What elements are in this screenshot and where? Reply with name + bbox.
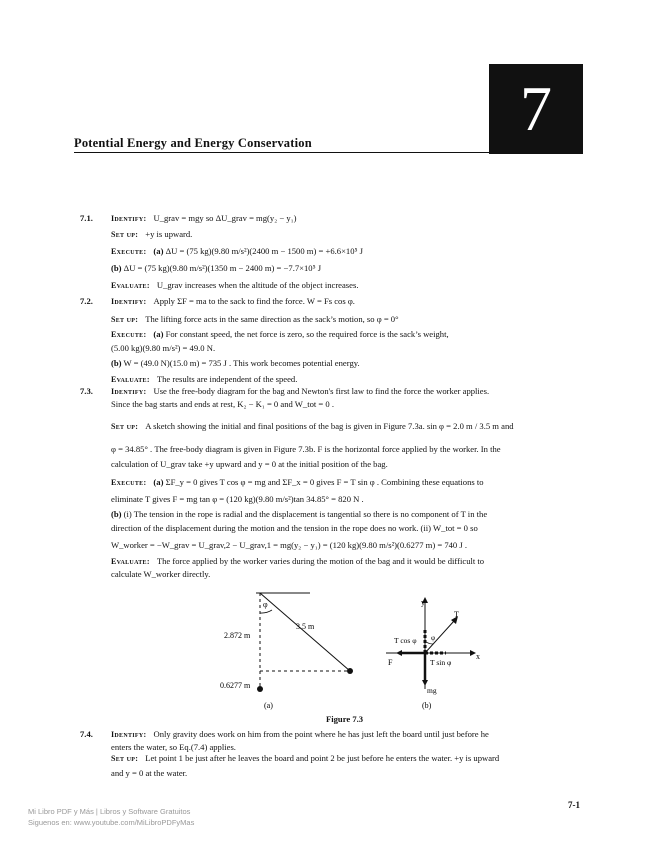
text-line — [111, 729, 489, 739]
problem-number: 7.2. — [80, 296, 93, 306]
step-label: Execute: — [111, 247, 147, 256]
fig-b-f: F — [388, 658, 393, 667]
line-text: For constant speed, the net force is zero, so the required force is the sack’s weight, — [163, 329, 449, 339]
text-line — [111, 742, 236, 752]
line-text: Use the free-body diagram for the bag and Newton's first law to find the force the worker applies. — [153, 386, 490, 396]
figure-7-3 — [210, 585, 500, 713]
text-line — [111, 386, 489, 396]
step-label: Execute: — [111, 330, 147, 339]
step-label: Identify: — [111, 214, 147, 223]
line-text: ΔU = (75 kg)(9.80 m/s²)(1350 m − 2400 m) = −7.7×10⁵ J — [121, 263, 322, 273]
problem-number: 7.4. — [80, 729, 93, 739]
step-label: Set up: — [111, 230, 139, 239]
text-line — [111, 523, 478, 533]
line-text: enters the water, so Eq.(7.4) applies. — [111, 742, 236, 752]
fig-a-drop: 0.6277 m — [220, 681, 251, 690]
line-text: A sketch showing the initial and final positions of the bag is given in Figure 7.3a. sin φ = 2.0 m / 3.5 m and — [145, 421, 514, 431]
line-text: W_worker = −W_grav = U_grav,2 − U_grav,1 = mg(y₂ − y₁) = (120 kg)(9.80 m/s²)(0.6277 m) = 740 J . — [111, 540, 468, 550]
line-text: Only gravity does work on him from the point where he has just left the board until just before he — [153, 729, 489, 739]
text-line — [111, 213, 297, 223]
fig-b-sub: (b) — [422, 701, 432, 710]
line-text: ΣF_y = 0 gives T cos φ = mg and ΣF_x = 0 gives F = T sin φ . Combining these equations to — [163, 477, 484, 487]
text-line — [111, 229, 192, 239]
line-text: direction of the displacement during the motion and the tension in the rope does no work. (ii) W_tot = 0 so — [111, 523, 478, 533]
line-text: Apply ΣF = ma to the sack to find the force. W = Fs cos φ. — [153, 296, 355, 306]
text-line — [111, 556, 484, 566]
text-line — [111, 329, 449, 339]
fig-b-mg: mg — [427, 686, 437, 695]
step-label: Set up: — [111, 315, 139, 324]
line-text: calculate W_worker directly. — [111, 569, 211, 579]
part-label: (b) — [111, 358, 122, 368]
text-line — [111, 569, 210, 579]
fig-a-sub: (a) — [264, 701, 273, 710]
line-text: eliminate T gives F = mg tan φ = (120 kg)(9.80 m/s²)tan 34.85° = 820 N . — [111, 494, 364, 504]
line-text: The lifting force acts in the same direction as the sack’s motion, so φ = 0° — [145, 314, 399, 324]
problem-number: 7.3. — [80, 386, 93, 396]
text-line — [111, 459, 388, 469]
text-line — [111, 768, 187, 778]
figure-caption: Figure 7.3 — [326, 714, 364, 724]
chapter-title: Potential Energy and Energy Conservation — [74, 136, 312, 150]
step-label: Evaluate: — [111, 281, 150, 290]
line-text: W = (49.0 N)(15.0 m) = 735 J . This work becomes potential energy. — [121, 358, 360, 368]
step-label: Identify: — [111, 297, 147, 306]
step-label: Identify: — [111, 387, 147, 396]
footer-line-2: Siguenos en: www.youtube.com/MiLibroPDFyMas — [28, 818, 195, 827]
fig-b-tsin: T sin φ — [430, 658, 452, 667]
problem-number: 7.1. — [80, 213, 93, 223]
text-line — [111, 296, 355, 306]
page-number: 7-1 — [568, 800, 580, 810]
text-line — [111, 280, 358, 290]
line-text: (i) The tension in the rope is radial and the displacement is tangential so there is no component of T in the — [121, 509, 488, 519]
line-text: U_grav increases when the altitude of the object increases. — [156, 280, 359, 290]
part-label: (b) — [111, 263, 122, 273]
text-line — [111, 246, 363, 256]
text-line — [111, 374, 297, 384]
fig-a-rope: 3.5 m — [296, 622, 315, 631]
line-text: U_grav = mgy so ΔU_grav = mg(y₂ − y₁) — [153, 213, 297, 223]
text-line — [111, 399, 334, 409]
line-text: +y is upward. — [145, 229, 193, 239]
text-line — [111, 421, 514, 431]
step-label: Evaluate: — [111, 375, 150, 384]
fig-b-x: x — [476, 652, 480, 661]
step-label: Evaluate: — [111, 557, 150, 566]
fig-b-phi: φ — [431, 634, 436, 642]
step-label: Execute: — [111, 478, 147, 487]
fig-a-height: 2.872 m — [224, 631, 251, 640]
text-line — [111, 494, 364, 504]
text-line — [111, 314, 399, 324]
fig-b-y: y — [421, 598, 425, 607]
line-text: The results are independent of the speed. — [156, 374, 298, 384]
line-text: φ = 34.85° . The free-body diagram is given in Figure 7.3b. F is the horizontal force applied by the worker. In the — [111, 444, 501, 454]
fig-a-angle: φ — [263, 600, 268, 609]
text-line — [111, 343, 215, 353]
line-text: calculation of U_grav take +y upward and y = 0 at the initial position of the bag. — [111, 459, 388, 469]
text-line — [111, 540, 467, 550]
line-text: and y = 0 at the water. — [111, 768, 188, 778]
chapter-number: 7 — [520, 73, 552, 144]
step-label: Set up: — [111, 422, 139, 431]
part-label: (a) — [153, 246, 164, 256]
figure-a — [220, 593, 353, 710]
step-label: Identify: — [111, 730, 147, 739]
footer-line-1: Mi Libro PDF y Más | Libros y Software Gratuitos — [28, 807, 191, 816]
part-label: (a) — [153, 477, 164, 487]
title-rule — [74, 152, 580, 153]
line-text: Since the bag starts and ends at rest, K₂ − K₁ = 0 and W_tot = 0 . — [111, 399, 335, 409]
text-line — [111, 358, 360, 368]
chapter-number-box — [489, 64, 583, 154]
text-line — [111, 509, 487, 519]
figure-b — [386, 597, 480, 710]
text-line — [111, 444, 501, 454]
text-line — [111, 753, 499, 763]
text-line — [111, 263, 321, 273]
line-text: The force applied by the worker varies during the motion of the bag and it would be difficult to — [156, 556, 485, 566]
fig-b-t: T — [454, 610, 459, 619]
line-text: ΔU = (75 kg)(9.80 m/s²)(2400 m − 1500 m) = +6.6×10⁵ J — [163, 246, 363, 256]
part-label: (a) — [153, 329, 164, 339]
text-line — [111, 477, 484, 487]
step-label: Set up: — [111, 754, 139, 763]
line-text: Let point 1 be just after he leaves the board and point 2 be just before he enters the water. +y is upward — [145, 753, 500, 763]
part-label: (b) — [111, 509, 122, 519]
fig-b-tcos: T cos φ — [394, 636, 417, 645]
line-text: (5.00 kg)(9.80 m/s²) = 49.0 N. — [111, 343, 216, 353]
